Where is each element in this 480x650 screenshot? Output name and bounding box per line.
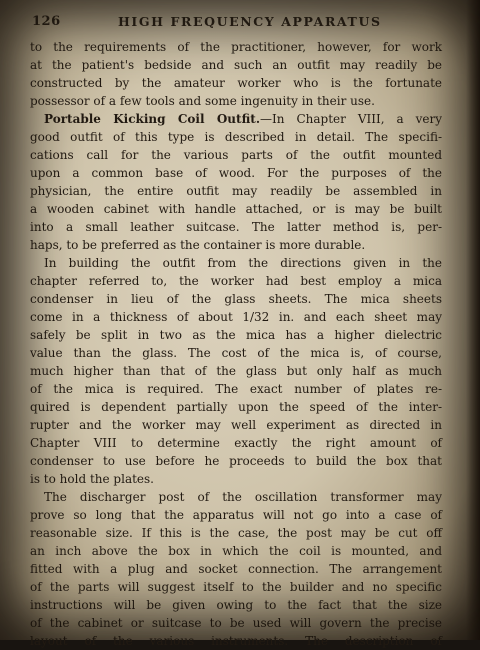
page-edge-shadow [466, 0, 480, 640]
text-line: layout of the various instruments. The description of [30, 634, 442, 648]
paragraph [30, 254, 442, 488]
text-line: of the cabinet or suitcase to be used will govern the precise [30, 616, 442, 630]
text-line: constructed by the amateur worker who is the fortunate [30, 76, 442, 90]
text-line: of the mica is required. The exact number of plates re- [30, 382, 442, 396]
running-head: HIGH FREQUENCY APPARATUS [118, 14, 382, 29]
text-line: much higher than that of the glass but only half as much [30, 364, 442, 378]
text-line: instructions will be given owing to the fact that the size [30, 598, 442, 612]
body-text [30, 38, 442, 650]
text-line: an inch above the box in which the coil is mounted, and [30, 544, 442, 558]
text-line: haps, to be preferred as the container is more durable. [30, 238, 366, 252]
paragraph [30, 38, 442, 110]
text-line: The discharger post of the oscillation transformer may [44, 490, 442, 504]
text-line: to the requirements of the practitioner, however, for work [30, 40, 442, 54]
text-line: upon a common base of wood. For the purposes of the [30, 166, 442, 180]
text-line: possessor of a few tools and some ingenuity in their use. [30, 94, 375, 108]
text-line: In building the outfit from the directions given in the [44, 256, 442, 270]
text-line: physician, the entire outfit may readily be assembled in [30, 184, 442, 198]
text-line: at the patient's bedside and such an outfit may readily be [30, 58, 442, 72]
text-line: come in a thickness of about 1/32 in. and each sheet may [30, 310, 442, 324]
page-header [32, 14, 442, 32]
text-line: of the parts will suggest itself to the builder and no specific [30, 580, 442, 594]
text-line: into a small leather suitcase. The latter method is, per- [30, 220, 442, 234]
paragraph [30, 110, 442, 254]
text-line: condenser to use before he proceeds to build the box that [30, 454, 442, 468]
text-run: —In Chapter VIII, a very [260, 112, 442, 126]
text-line: prove so long that the apparatus will not go into a case of [30, 508, 442, 522]
text-line: value than the glass. The cost of the mica is, of course, [30, 346, 442, 360]
text-line: chapter referred to, the worker had best employ a mica [30, 274, 442, 288]
text-line: safely be split in two as the mica has a higher dielectric [30, 328, 442, 342]
text-line: quired is dependent partially upon the speed of the inter- [30, 400, 442, 414]
text-line: cations call for the various parts of the outfit mounted [30, 148, 442, 162]
text-line: reasonable size. If this is the case, the post may be cut off [30, 526, 442, 540]
text-line [30, 110, 442, 128]
text-line: condenser in lieu of the glass sheets. The mica sheets [30, 292, 442, 306]
text-line: a wooden cabinet with handle attached, or is may be built [30, 202, 442, 216]
text-line: Chapter VIII to determine exactly the right amount of [30, 436, 442, 450]
text-line: good outfit of this type is described in detail. The specifi- [30, 130, 442, 144]
text-line: rupter and the worker may well experiment as directed in [30, 418, 442, 432]
section-heading: Portable Kicking Coil Outfit. [44, 112, 261, 126]
text-line: fitted with a plug and socket connection. The arrangement [30, 562, 442, 576]
paragraph [30, 488, 442, 650]
page-number: 126 [32, 14, 61, 29]
text-line: is to hold the plates. [30, 472, 154, 486]
